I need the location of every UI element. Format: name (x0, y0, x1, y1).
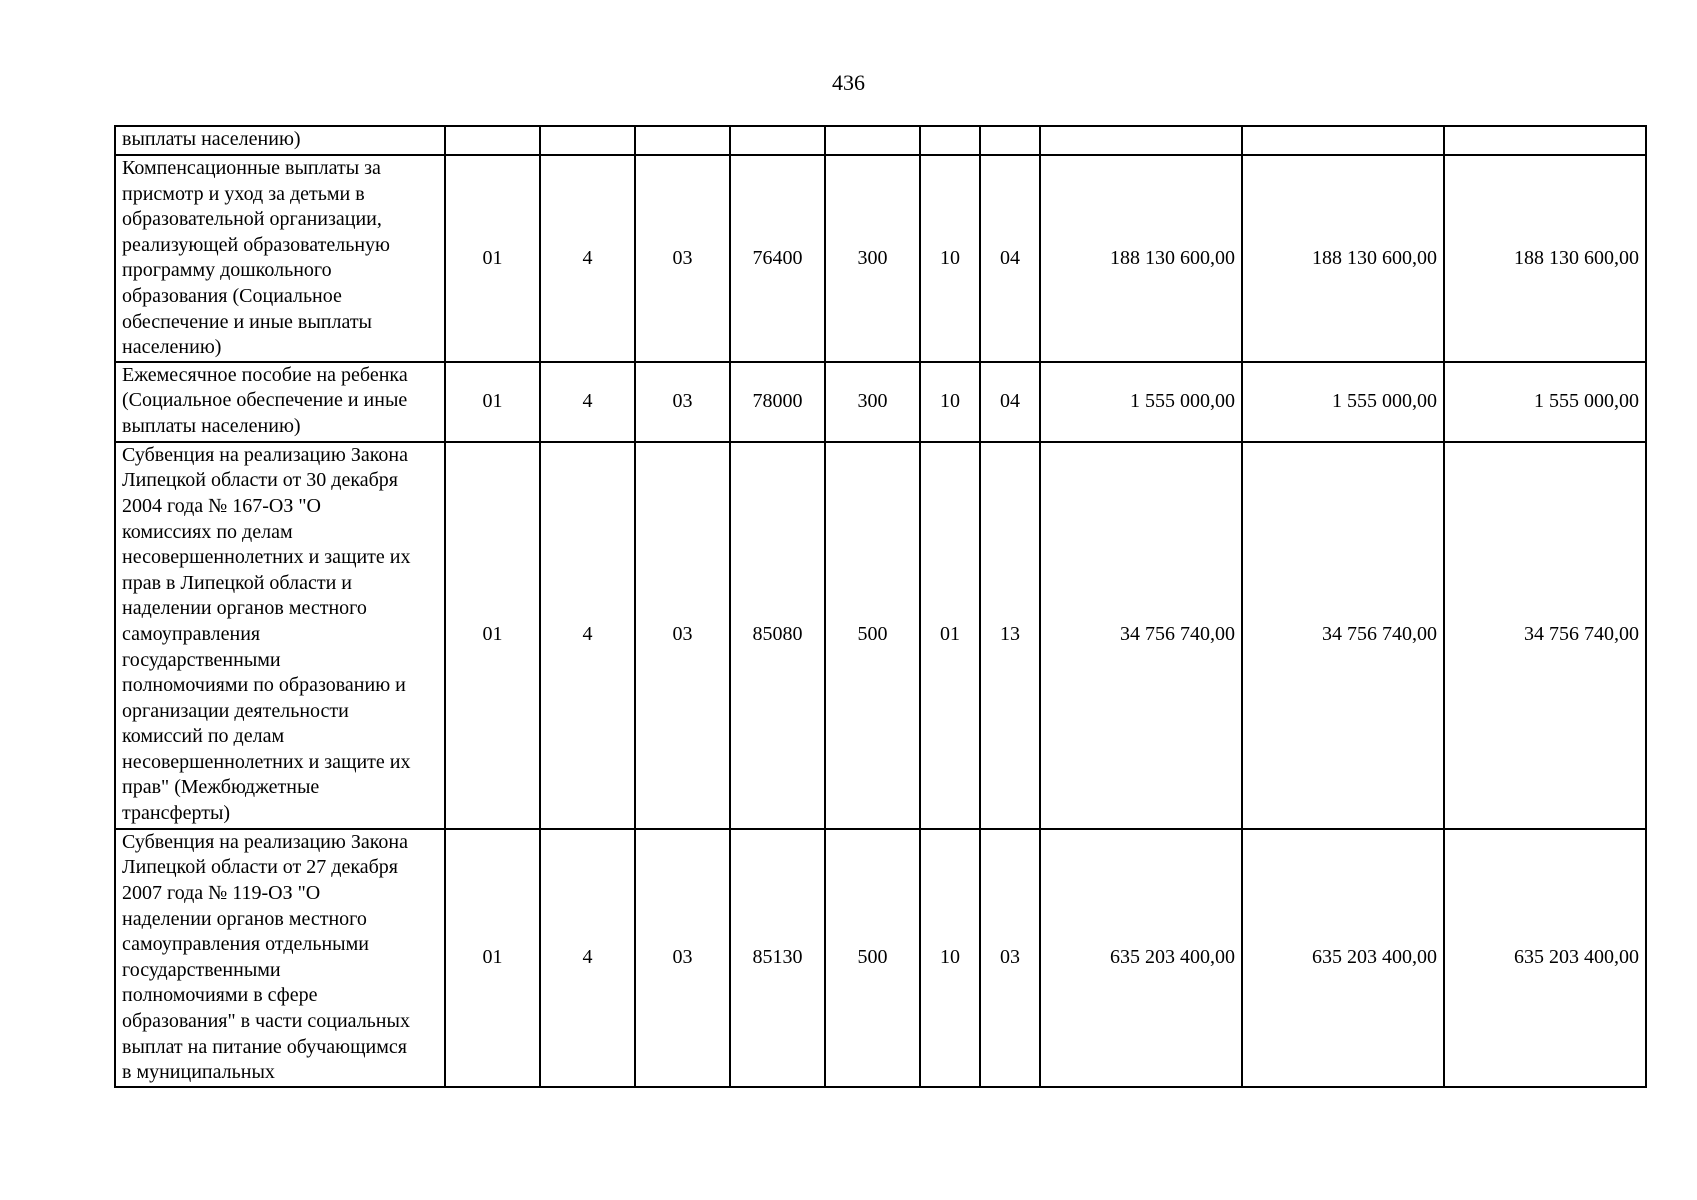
section-code: 10 (920, 362, 980, 442)
direction-code: 78000 (730, 362, 825, 442)
program-code: 01 (445, 155, 540, 362)
expense-type-code (825, 126, 920, 155)
section-code: 10 (920, 829, 980, 1087)
section-code (920, 126, 980, 155)
amount-year-1: 34 756 740,00 (1040, 442, 1242, 829)
amount-year-3: 635 203 400,00 (1444, 829, 1646, 1087)
table-row (115, 829, 1646, 1087)
section-code: 01 (920, 442, 980, 829)
row-description: Субвенция на реализацию Закона Липецкой области от 27 декабря 2007 года № 119-ОЗ "О наделении органов местного самоуправления отдельными государственными полномочиями в сфере образования" в части социальных выплат на питание обучающимся в муниципальных (115, 829, 445, 1087)
amount-year-1 (1040, 126, 1242, 155)
amount-year-2: 1 555 000,00 (1242, 362, 1444, 442)
subsection-code: 13 (980, 442, 1040, 829)
expense-type-code: 500 (825, 442, 920, 829)
page-number: 436 (832, 70, 865, 95)
program-code: 01 (445, 442, 540, 829)
amount-year-1: 188 130 600,00 (1040, 155, 1242, 362)
main-activity-code (635, 126, 730, 155)
direction-code (730, 126, 825, 155)
subprogram-code (540, 126, 635, 155)
row-description: Компенсационные выплаты за присмотр и уход за детьми в образовательной организации, реализующей образовательную программу дошкольного образования (Социальное обеспечение и иные выплаты населению) (115, 155, 445, 362)
subsection-code: 04 (980, 362, 1040, 442)
amount-year-3: 1 555 000,00 (1444, 362, 1646, 442)
expense-type-code: 500 (825, 829, 920, 1087)
main-activity-code: 03 (635, 155, 730, 362)
amount-year-3: 188 130 600,00 (1444, 155, 1646, 362)
subprogram-code: 4 (540, 362, 635, 442)
program-code: 01 (445, 829, 540, 1087)
expense-type-code: 300 (825, 155, 920, 362)
subsection-code: 04 (980, 155, 1040, 362)
main-activity-code: 03 (635, 362, 730, 442)
row-description: Ежемесячное пособие на ребенка (Социальное обеспечение и иные выплаты населению) (115, 362, 445, 442)
program-code: 01 (445, 362, 540, 442)
main-activity-code: 03 (635, 829, 730, 1087)
direction-code: 76400 (730, 155, 825, 362)
table-row (115, 442, 1646, 829)
subprogram-code: 4 (540, 829, 635, 1087)
amount-year-3: 34 756 740,00 (1444, 442, 1646, 829)
subprogram-code: 4 (540, 155, 635, 362)
row-description: Субвенция на реализацию Закона Липецкой области от 30 декабря 2004 года № 167-ОЗ "О комиссиях по делам несовершеннолетних и защите их прав в Липецкой области и наделении органов местного самоуправления государственными полномочиями по образованию и организации деятельности комиссий по делам несовершеннолетних и защите их прав" (Межбюджетные трансферты) (115, 442, 445, 829)
table-row (115, 155, 1646, 362)
direction-code: 85080 (730, 442, 825, 829)
subsection-code: 03 (980, 829, 1040, 1087)
amount-year-1: 1 555 000,00 (1040, 362, 1242, 442)
direction-code: 85130 (730, 829, 825, 1087)
subprogram-code: 4 (540, 442, 635, 829)
amount-year-2 (1242, 126, 1444, 155)
main-activity-code: 03 (635, 442, 730, 829)
row-description: выплаты населению) (115, 126, 445, 155)
program-code (445, 126, 540, 155)
section-code: 10 (920, 155, 980, 362)
table-row (115, 126, 1646, 155)
amount-year-2: 34 756 740,00 (1242, 442, 1444, 829)
expense-type-code: 300 (825, 362, 920, 442)
amount-year-3 (1444, 126, 1646, 155)
amount-year-2: 188 130 600,00 (1242, 155, 1444, 362)
amount-year-1: 635 203 400,00 (1040, 829, 1242, 1087)
budget-table (114, 125, 1647, 1088)
subsection-code (980, 126, 1040, 155)
amount-year-2: 635 203 400,00 (1242, 829, 1444, 1087)
table-row (115, 362, 1646, 442)
